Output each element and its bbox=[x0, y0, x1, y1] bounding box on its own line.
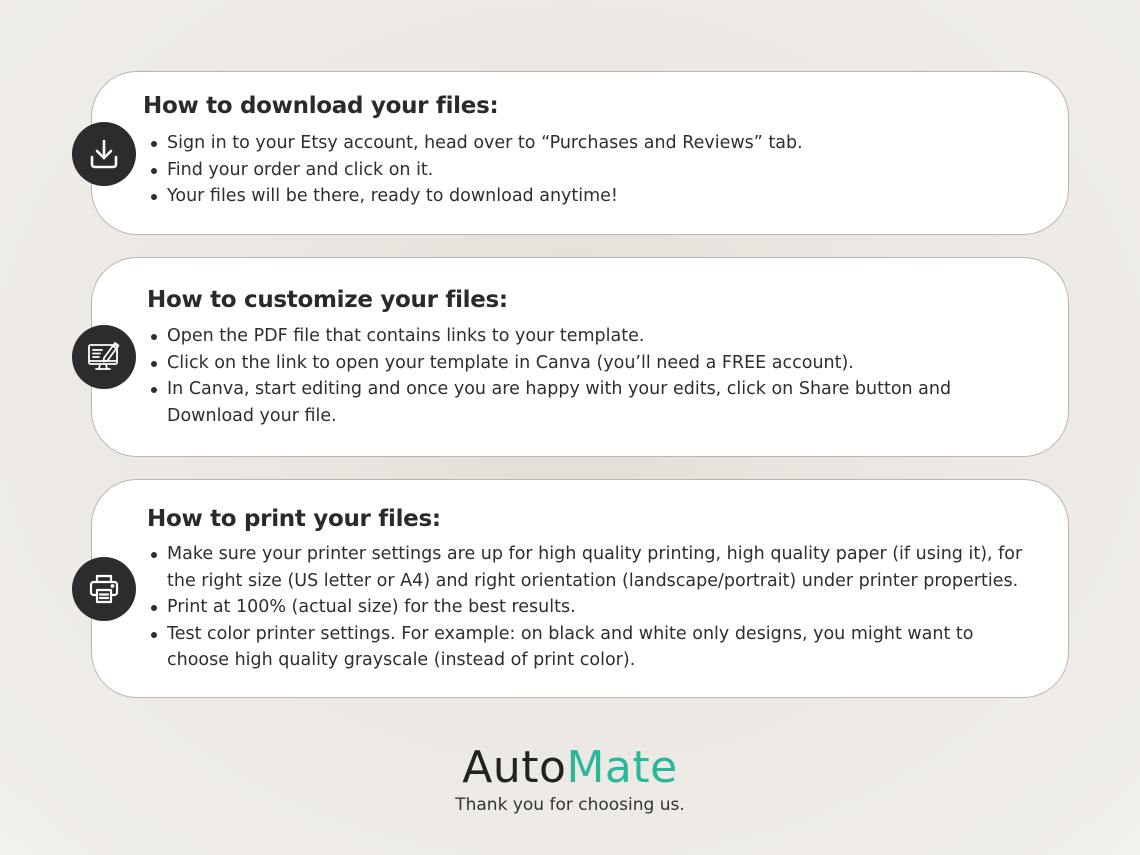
section-title: How to print your files: bbox=[147, 506, 441, 532]
list-item: Sign in to your Etsy account, head over to “Purchases and Reviews” tab. bbox=[150, 130, 1028, 157]
list-item: Click on the link to open your template in Canva (you’ll need a FREE account). bbox=[150, 350, 1028, 377]
list-item: Find your order and click on it. bbox=[150, 157, 1028, 184]
customize-instructions-card bbox=[91, 257, 1069, 457]
list-item: Test color printer settings. For example: on black and white only designs, you might want to choose high quality grayscale (instead of print color). bbox=[150, 621, 1028, 674]
brand-name-mate: Mate bbox=[566, 742, 678, 793]
brand-name-auto: Auto bbox=[462, 742, 567, 793]
monitor-edit-icon bbox=[72, 325, 136, 389]
printer-icon bbox=[72, 557, 136, 621]
section-title: How to customize your files: bbox=[147, 287, 508, 313]
brand-tagline: Thank you for choosing us. bbox=[455, 795, 685, 815]
print-instructions-card bbox=[91, 479, 1069, 698]
brand-logo bbox=[0, 741, 1140, 795]
list-item: Your files will be there, ready to download anytime! bbox=[150, 183, 1028, 210]
download-instructions-card bbox=[91, 71, 1069, 235]
instruction-list bbox=[150, 323, 1028, 429]
download-icon bbox=[72, 122, 136, 186]
list-item: In Canva, start editing and once you are happy with your edits, click on Share button and Download your file. bbox=[150, 376, 1028, 429]
list-item: Open the PDF file that contains links to your template. bbox=[150, 323, 1028, 350]
instruction-list bbox=[150, 541, 1028, 674]
list-item: Print at 100% (actual size) for the best results. bbox=[150, 594, 1028, 621]
section-title: How to download your files: bbox=[143, 93, 499, 119]
list-item: Make sure your printer settings are up for high quality printing, high quality paper (if using it), for the right size (US letter or A4) and right orientation (landscape/portrait) under printer properties. bbox=[150, 541, 1028, 594]
instruction-list bbox=[150, 130, 1028, 210]
